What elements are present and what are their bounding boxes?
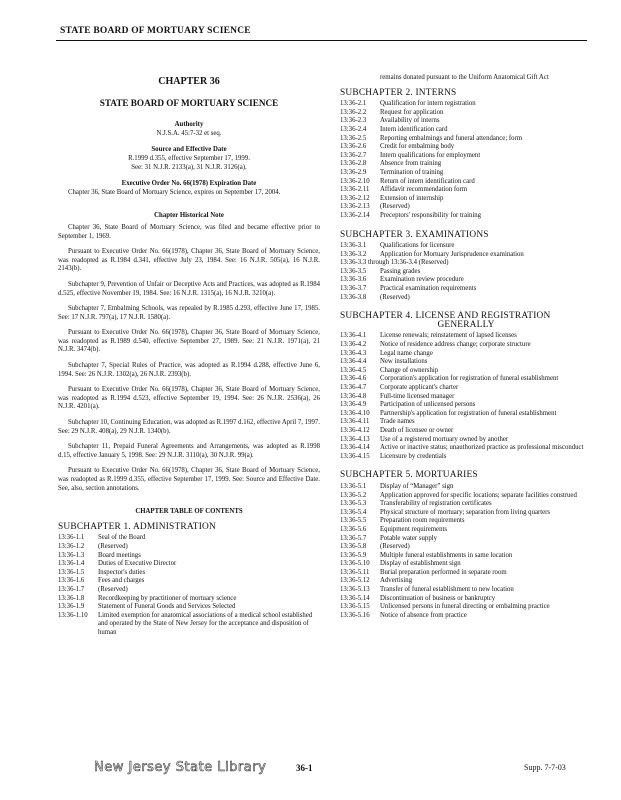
- section-title: Statement of Funeral Goods and Services Selected: [98, 603, 236, 611]
- subchapter-1-list: [58, 534, 320, 637]
- section-title: Physical structure of mortuary; separation from living quarters: [380, 508, 551, 516]
- toc-entry: [340, 126, 592, 135]
- section-title: Examination review procedure: [380, 276, 464, 284]
- section-title: Change of ownership: [380, 366, 439, 374]
- section-number: 13:36-4.15: [340, 452, 370, 460]
- section-title: Display of “Manager” sign: [380, 482, 454, 490]
- section-title: Transfer of funeral establishment to new location: [380, 586, 514, 594]
- section-number: 13:36-1.8: [58, 594, 85, 602]
- section-title: Extension of internship: [380, 194, 444, 202]
- toc-entry: [340, 595, 592, 604]
- subchapter-2-heading: SUBCHAPTER 2. INTERNS: [340, 87, 457, 98]
- subchapter-5-list: [340, 483, 592, 621]
- toc-entry: [58, 534, 320, 543]
- right-column: [340, 74, 592, 620]
- history-paragraph: Pursuant to Executive Order No. 66(1978), Chapter 36, State Board of Mortuary Science, was readopted as R.1989 d.540, effective September 27, 1989. See: 21 N.J.R. 1971(a), 21 N.J.R. 3474(b).: [58, 329, 320, 354]
- section-number: 13:36-3.8: [340, 293, 367, 301]
- section-number: 13:36-2.5: [340, 134, 367, 142]
- section-title: Absence from training: [380, 160, 442, 168]
- section-title: Discontinuation of business or bankruptcy: [380, 594, 496, 602]
- subchapter-2-list: [340, 100, 592, 220]
- authority-text: N.J.S.A. 45:7-32 et seq.: [156, 129, 222, 137]
- section-number: 13:36-4.14: [340, 444, 370, 452]
- section-title: Board meetings: [98, 551, 141, 559]
- toc-heading: CHAPTER TABLE OF CONTENTS: [135, 508, 243, 516]
- toc-entry: [340, 332, 592, 341]
- section-title: Affidavit recommendation form: [380, 186, 468, 194]
- toc-entry: [340, 612, 592, 621]
- section-number: 13:36-3.2: [340, 250, 367, 258]
- supplement-date: Supp. 7-7-03: [524, 763, 566, 772]
- header-rule: [56, 40, 587, 41]
- section-number: 13:36-1.3: [58, 551, 85, 559]
- section-number: 13:36-5.14: [340, 594, 370, 602]
- toc-entry: [340, 276, 592, 285]
- history-paragraph: Pursuant to Executive Order No. 66(1978), Chapter 36, State Board of Mortuary Science, was readopted as R.1999 d.355, effective September 17, 1999. See: Source and Effective Date. See, also, section annotations.: [58, 467, 320, 492]
- toc-entry: [340, 401, 592, 410]
- toc-entry: [58, 543, 320, 552]
- section-title: Preparation room requirements: [380, 517, 465, 525]
- toc-entry: [340, 212, 592, 221]
- subchapter-4-heading: SUBCHAPTER 4. LICENSE AND REGISTRATION: [340, 311, 551, 322]
- toc-entry: [340, 552, 592, 561]
- section-title: License renewals; reinstatement of lapsed licenses: [380, 332, 517, 340]
- section-number: 13:36-5.7: [340, 534, 367, 542]
- section-title: Full-time licensed manager: [380, 392, 455, 400]
- subchapter-3-heading: SUBCHAPTER 3. EXAMINATIONS: [340, 229, 489, 240]
- left-column: [58, 78, 320, 638]
- section-title: Termination of training: [380, 168, 444, 176]
- toc-entry: [58, 577, 320, 586]
- toc-entry: [340, 160, 592, 169]
- section-number: 13:36-1.2: [58, 542, 85, 550]
- section-title: Potable water supply: [380, 534, 438, 542]
- section-title: (Reserved): [98, 585, 128, 593]
- section-number: 13:36-5.9: [340, 551, 367, 559]
- section-number: 13:36-3.5: [340, 267, 367, 275]
- history-paragraph: Subchapter 7, Embalming Schools, was repealed by R.1985 d.293, effective June 17, 1985. See: 17 N.J.R. 797(a), 17 N.J.R. 1580(a).: [58, 305, 320, 321]
- section-title: Qualifications for licensure: [380, 242, 455, 250]
- section-title: (Reserved): [380, 293, 410, 301]
- toc-entry: [340, 436, 592, 445]
- toc-entry: [340, 560, 592, 569]
- toc-entry: [340, 483, 592, 492]
- toc-entry: [340, 152, 592, 161]
- toc-entry: [340, 569, 592, 578]
- toc-entry: [340, 577, 592, 586]
- section-title: Return of intern identification card: [380, 177, 475, 185]
- toc-entry: [340, 453, 592, 462]
- section-title: Application for Mortuary Jurisprudence examination: [380, 250, 524, 258]
- section-title: Intern qualifications for employment: [380, 151, 481, 159]
- source-line-1: R.1999 d.355, effective September 17, 1999.: [128, 154, 250, 162]
- section-title: Transferability of registration certificates: [380, 500, 492, 508]
- toc-entry: [340, 603, 592, 612]
- toc-entry: [340, 500, 592, 509]
- section-title: Practical examination requirements: [380, 285, 477, 293]
- section-number: 13:36-5.10: [340, 560, 370, 568]
- section-title: Credit for embalming body: [380, 143, 455, 151]
- continuation: [340, 74, 592, 83]
- section-number: 13:36-3.1: [340, 242, 367, 250]
- toc-entry: [340, 251, 592, 260]
- toc-entry: [340, 186, 592, 195]
- toc-entry: [340, 410, 592, 419]
- section-title: Fees and charges: [98, 577, 145, 585]
- section-number: 13:36-5.3: [340, 500, 367, 508]
- toc-entry: [340, 294, 592, 303]
- exec-order-heading: Executive Order No. 66(1978) Expiration Date: [121, 180, 257, 188]
- section-title: (Reserved): [380, 543, 410, 551]
- section-number: 13:36-2.11: [340, 186, 370, 194]
- section-number: 13:36-1.9: [58, 603, 85, 611]
- running-header: STATE BOARD OF MORTUARY SCIENCE: [60, 26, 251, 36]
- section-title: Trade names: [380, 418, 415, 426]
- section-title: Legal name change: [380, 349, 433, 357]
- section-title: Use of a registered mortuary owned by another: [380, 435, 509, 443]
- section-title: (Reserved): [380, 203, 410, 211]
- section-title: Request for application: [380, 108, 444, 116]
- section-number: 13:36-1.4: [58, 560, 85, 568]
- section-title: Equipment requirements: [380, 525, 448, 533]
- section-title: Duties of Executive Director: [98, 560, 177, 568]
- section-number: 13:36-5.4: [340, 508, 367, 516]
- section-title: Seal of the Board: [98, 534, 146, 542]
- history-paragraph: Pursuant to Executive Order No. 66(1978), Chapter 36, State Board of Mortuary Science, was readopted as R.1994 d.523, effective September 19, 1994. See: 26 N.J.R. 2536(a), 26 N.J.R. 4201(a).: [58, 386, 320, 411]
- section-title: Preceptors' responsibility for training: [380, 211, 482, 219]
- section-title: Licensure by credentials: [380, 452, 447, 460]
- chapter-number: CHAPTER 36: [158, 76, 220, 87]
- section-number: 13:36-3.6: [340, 276, 367, 284]
- toc-entry: [340, 526, 592, 535]
- section-title: Limited exemption for anatomical associations of a medical school established and operated by the State of New Jersey for the acceptance and disposition of human: [98, 611, 313, 636]
- source-heading: Source and Effective Date: [151, 146, 227, 154]
- toc-entry: [340, 135, 592, 144]
- section-title: Recordkeeping by practitioner of mortuary science: [98, 594, 237, 602]
- section-title: Participation of unlicensed persons: [380, 401, 476, 409]
- section-number: 13:36-4.2: [340, 341, 367, 349]
- section-title: Notice of absence from practice: [380, 611, 467, 619]
- section-number: 13:36-4.12: [340, 426, 370, 434]
- section-title: Display of establishment sign: [380, 560, 461, 568]
- toc-entry: [340, 375, 592, 384]
- history-paragraph: Pursuant to Executive Order No. 66(1978), Chapter 36, State Board of Mortuary Science, was readopted as R.1984 d.341, effective July 23, 1984. See: 16 N.J.R. 505(a), 16 N.J.R. 2143(b).: [58, 248, 320, 273]
- section-title: Multiple funeral establishments in same location: [380, 551, 513, 559]
- section-number: 13:36-2.2: [340, 108, 367, 116]
- toc-entry: [340, 427, 592, 436]
- section-title: Availability of interns: [380, 117, 440, 125]
- section-number: 13:36-3.7: [340, 285, 367, 293]
- section-number: 13:36-4.6: [340, 375, 367, 383]
- section-number: 13:36-5.16: [340, 611, 370, 619]
- history-paragraph: Subchapter 11, Prepaid Funeral Agreements and Arrangements, was adopted as R.1998 d.15, effective January 5, 1998. See: 29 N.J.R. 3110(a), 30 N.J.R. 99(a).: [58, 443, 320, 459]
- section-number: 13:36-5.12: [340, 577, 370, 585]
- section-number: 13:36-4.13: [340, 435, 370, 443]
- section-title: Application approved for specific locations; separate facilities construed: [380, 491, 577, 499]
- toc-entry: [340, 517, 592, 526]
- section-title: Advertising: [380, 577, 413, 585]
- section-number: 13:36-4.9: [340, 401, 367, 409]
- section-title: Reporting embalmings and funeral attendance; form: [380, 134, 523, 142]
- section-number: 13:36-2.13: [340, 203, 370, 211]
- toc-entry: [340, 358, 592, 367]
- section-title: Partnership's application for registration of funeral establishment: [380, 409, 557, 417]
- section-number: 13:36-4.11: [340, 418, 370, 426]
- section-number: 13:36-5.8: [340, 543, 367, 551]
- chapter-name: STATE BOARD OF MORTUARY SCIENCE: [99, 97, 279, 108]
- section-title: Inspector's duties: [98, 568, 146, 576]
- toc-entry: [340, 384, 592, 393]
- section-number: 13:36-4.5: [340, 366, 367, 374]
- section-number: 13:36-4.3: [340, 349, 367, 357]
- section-title: Burial preparation performed in separate room: [380, 568, 507, 576]
- toc-entry: [340, 341, 592, 350]
- section-number: 13:36-4.4: [340, 358, 367, 366]
- section-title: New installations: [380, 358, 428, 366]
- section-title: Corporate applicant's charter: [380, 384, 459, 391]
- toc-entry: [340, 393, 592, 402]
- section-number: 13:36-2.4: [340, 125, 367, 133]
- subchapter-4-list: [340, 332, 592, 461]
- section-number: 13:36-5.11: [340, 568, 370, 576]
- section-number: 13:36-2.6: [340, 143, 367, 151]
- section-number: 13:36-4.1: [340, 332, 367, 340]
- section-number: 13:36-1.7: [58, 585, 85, 593]
- toc-entry: [340, 285, 592, 294]
- toc-entry: [340, 367, 592, 376]
- history-paragraph: Subchapter 10, Continuing Education, was adopted as R.1997 d.162, effective April 7, 1997. See: 29 N.J.R. 408(a), 29 N.J.R. 1340(b).: [58, 419, 320, 435]
- section-number: 13:36-2.10: [340, 177, 370, 185]
- history-heading: Chapter Historical Note: [154, 212, 224, 220]
- section-number: 13:36-4.7: [340, 384, 367, 391]
- toc-entry: [340, 169, 592, 178]
- section-number: 13:36-5.2: [340, 491, 367, 499]
- toc-entry: [58, 603, 320, 612]
- toc-entry: [58, 560, 320, 569]
- section-title: Qualification for intern registration: [380, 100, 476, 108]
- section-number: 13:36-5.1: [340, 482, 367, 490]
- section-number: 13:36-1.10: [58, 611, 88, 619]
- section-title: Passing grades: [380, 267, 421, 275]
- toc-entry: [340, 444, 592, 453]
- section-number: 13:36-5.13: [340, 586, 370, 594]
- toc-entry: [58, 552, 320, 561]
- section-title: Notice of residence address change; corporate structure: [380, 341, 531, 349]
- exec-order-text: Chapter 36, State Board of Mortuary Science, expires on September 17, 2004.: [68, 188, 281, 196]
- subchapter-3-list: [340, 242, 592, 302]
- toc-entry: [58, 595, 320, 604]
- section-number: 13:36-1.1: [58, 534, 85, 542]
- section-number: 13:36-2.3: [340, 117, 367, 125]
- toc-entry: [340, 509, 592, 518]
- toc-entry: [340, 117, 592, 126]
- toc-entry: [340, 178, 592, 187]
- section-title: Death of licensee or owner: [380, 426, 454, 434]
- section-number: 13:36-2.7: [340, 151, 367, 159]
- section-number: 13:36-4.10: [340, 409, 370, 417]
- toc-entry: [340, 109, 592, 118]
- section-number: 13:36-5.15: [340, 603, 370, 611]
- section-number: 13:36-2.12: [340, 194, 370, 202]
- section-number: 13:36-2.8: [340, 160, 367, 168]
- toc-entry: [340, 259, 592, 268]
- section-title: Unlicensed persons in funeral directing or embalming practice: [380, 603, 550, 611]
- section-title: (Reserved): [98, 542, 128, 550]
- toc-entry: [58, 586, 320, 595]
- section-title: Corporation's application for registration of funeral establishment: [380, 375, 559, 383]
- source-line-2: See: 31 N.J.R. 2133(a), 31 N.J.R. 3126(a).: [131, 163, 247, 171]
- section-number: 13:36-5.5: [340, 517, 367, 525]
- toc-entry: [340, 418, 592, 427]
- toc-entry: [58, 569, 320, 578]
- toc-entry: [340, 195, 592, 204]
- toc-entry: [340, 268, 592, 277]
- toc-entry: [340, 586, 592, 595]
- history-paragraph: Chapter 36, State Board of Mortuary Science, was filed and became effective prior to September 1, 1969.: [58, 223, 320, 240]
- toc-entry: [340, 242, 592, 251]
- toc-entry: [340, 492, 592, 501]
- section-number: 13:36-1.5: [58, 568, 85, 576]
- toc-entry: [58, 612, 320, 638]
- toc-entry: [340, 100, 592, 109]
- section-number: 13:36-2.9: [340, 168, 367, 176]
- section-number: 13:36-4.8: [340, 392, 367, 400]
- library-stamp: New Jersey State Library: [94, 760, 267, 775]
- toc-entry: [340, 143, 592, 152]
- history-paragraph: Subchapter 7, Special Rules of Practice, was adopted as R.1994 d.288, effective June 6, 1994. See: 26 N.J.R. 1302(a), 26 N.J.R. 2393(b).: [58, 362, 320, 378]
- section-number: 13:36-2.14: [340, 211, 370, 219]
- section-title: Active or inactive status; unauthorized practice as professional misconduct: [380, 444, 584, 452]
- section-title: 13:36-3.3 through 13:36-3.4 (Reserved): [340, 259, 449, 267]
- section-title: Intern identification card: [380, 125, 448, 133]
- toc-entry: [340, 350, 592, 359]
- authority-heading: Authority: [174, 121, 204, 129]
- subchapter-5-heading: SUBCHAPTER 5. MORTUARIES: [340, 470, 478, 481]
- subchapter-4-heading-cont: GENERALLY: [437, 319, 495, 330]
- section-number: 13:36-1.6: [58, 577, 85, 585]
- history-paragraph: Subchapter 9, Prevention of Unfair or Deceptive Acts and Practices, was adopted as R.1984 d.525, effective November 19, 1984. See: 16 N.J.R. 1315(a), 16 N.J.R. 3210(a).: [58, 280, 320, 297]
- list-item: [340, 74, 592, 83]
- page-number: 36-1: [296, 763, 313, 773]
- toc-entry: [340, 543, 592, 552]
- toc-entry: [340, 535, 592, 544]
- section-number: 13:36-5.6: [340, 525, 367, 533]
- toc-entry: [340, 203, 592, 212]
- continued-text: remains donated pursuant to the Uniform Anatomical Gift Act: [380, 74, 549, 81]
- subchapter-1-heading: SUBCHAPTER 1. ADMINISTRATION: [58, 521, 216, 532]
- section-number: 13:36-2.1: [340, 100, 367, 108]
